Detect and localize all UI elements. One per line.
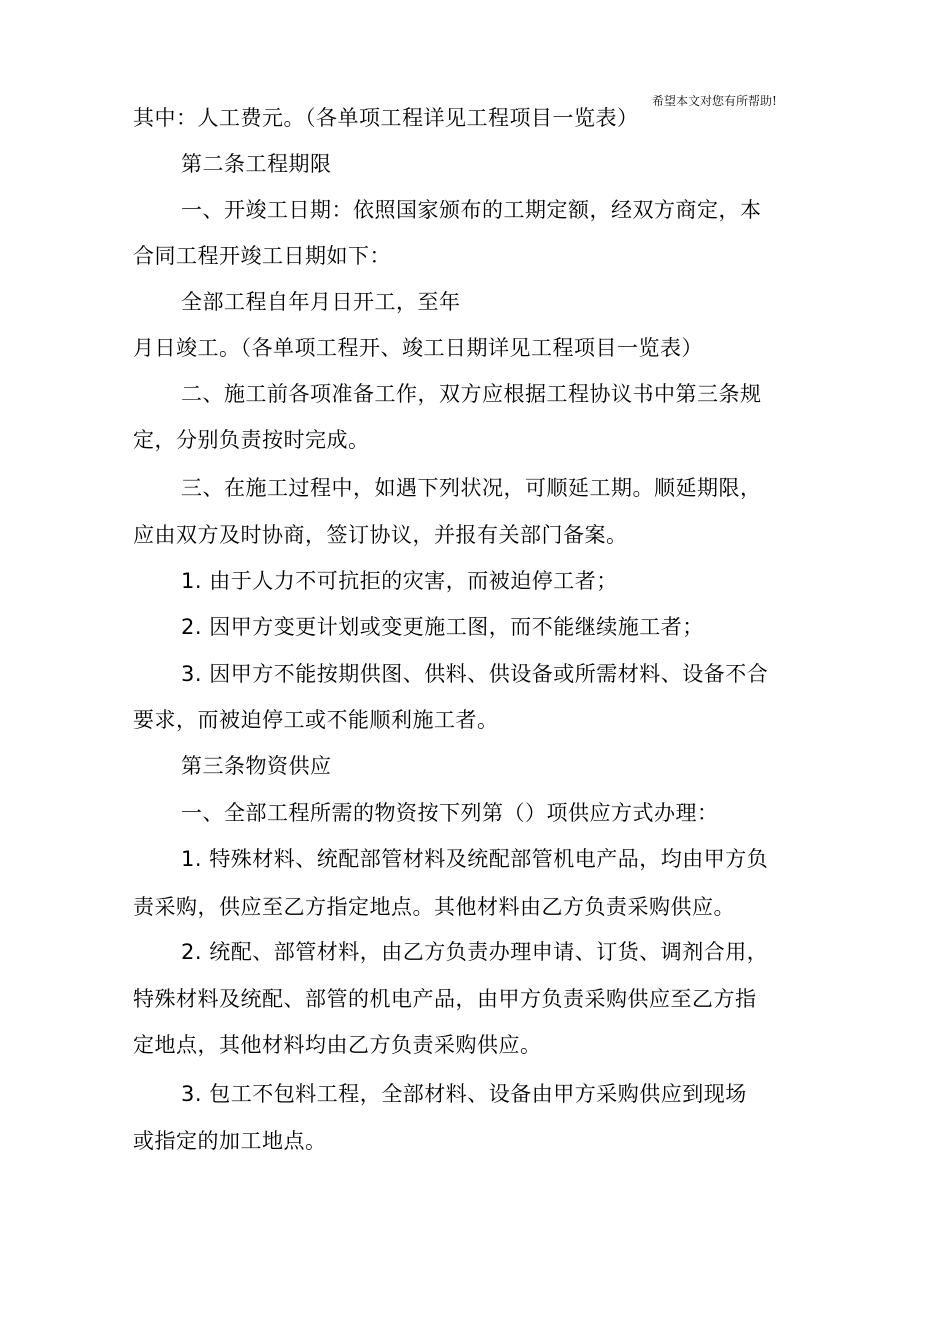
list-item: 3. 包工不包料工程，全部材料、设备由甲方采购供应到现场	[181, 1082, 747, 1106]
text-line: 定地点，其他材料均由乙方负责采购供应。	[133, 1033, 542, 1057]
list-item: 2. 统配、部管材料，由乙方负责办理申请、订货、调剂合用，	[181, 940, 769, 964]
text-line: 全部工程自年月日开工，至年	[181, 290, 461, 314]
section-heading: 第三条物资供应	[181, 754, 332, 778]
list-item: 1. 由于人力不可抗拒的灾害，而被迫停工者；	[181, 569, 618, 593]
text-line: 一、开竣工日期：依照国家颁布的工期定额，经双方商定，本	[181, 198, 762, 222]
text-line: 二、施工前各项准备工作，双方应根据工程协议书中第三条规	[181, 382, 762, 406]
text-line: 月日竣工。（各单项工程开、竣工日期详见工程项目一览表）	[133, 336, 703, 360]
text-line: 定，分别负责按时完成。	[133, 428, 370, 452]
text-line: 或指定的加工地点。	[133, 1129, 327, 1153]
text-line: 应由双方及时协商，签订协议，并报有关部门备案。	[133, 523, 628, 547]
text-line: 一、全部工程所需的物资按下列第（）项供应方式办理：	[181, 801, 719, 825]
section-heading: 第二条工程期限	[181, 152, 332, 176]
list-item: 1. 特殊材料、统配部管材料及统配部管机电产品，均由甲方负	[181, 847, 769, 871]
list-item: 3. 因甲方不能按期供图、供料、供设备或所需材料、设备不合	[181, 662, 769, 686]
header-note: 希望本文对您有所帮助!	[652, 94, 777, 108]
text-line: 其中：人工费元。（各单项工程详见工程项目一览表）	[133, 106, 639, 130]
text-line: 三、在施工过程中，如遇下列状况，可顺延工期。顺延期限，	[181, 476, 762, 500]
text-line: 特殊材料及统配、部管的机电产品，由甲方负责采购供应至乙方指	[133, 987, 757, 1011]
text-line: 责采购，供应至乙方指定地点。其他材料由乙方负责采购供应。	[133, 895, 735, 919]
text-line: 要求，而被迫停工或不能顺利施工者。	[133, 708, 499, 732]
text-line: 合同工程开竣工日期如下：	[133, 244, 391, 268]
list-item: 2. 因甲方变更计划或变更施工图，而不能继续施工者；	[181, 615, 704, 639]
